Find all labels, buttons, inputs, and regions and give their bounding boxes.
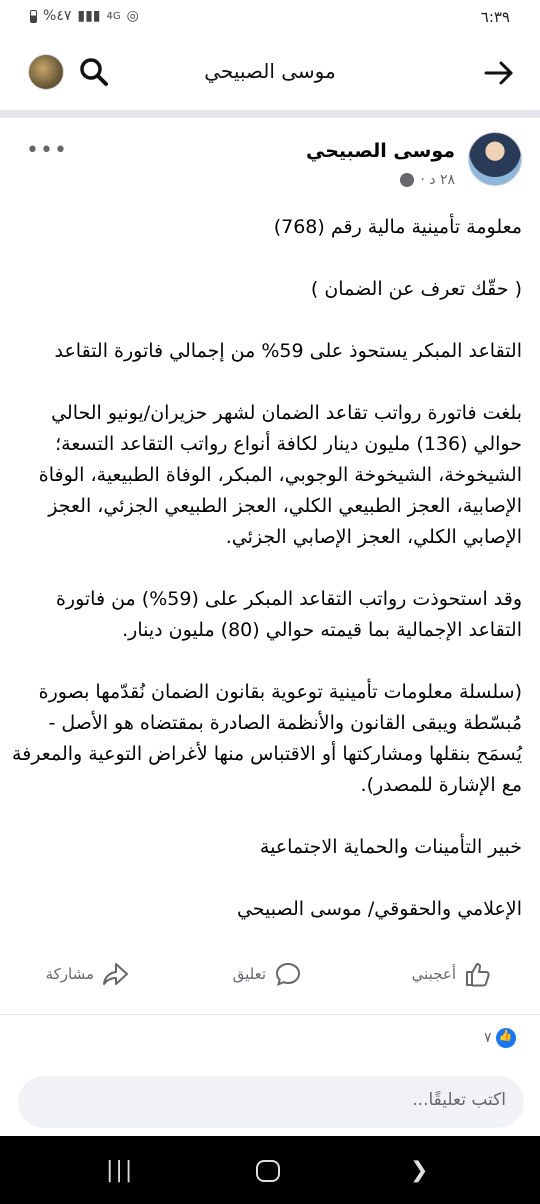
author-avatar[interactable]	[468, 132, 522, 186]
post-paragraph: الإعلامي والحقوقي/ موسى الصبيحي	[236, 898, 522, 920]
post-paragraph: التقاعد المبكر يستحوذ على 59% من إجمالي فاتورة التقاعد	[54, 340, 522, 362]
status-icons	[30, 8, 139, 24]
divider	[0, 110, 540, 118]
comment-label: تعليق	[232, 965, 266, 983]
globe-icon	[400, 173, 414, 187]
comment-input[interactable]	[18, 1076, 524, 1128]
author-name[interactable]: موسى الصبيحي	[306, 140, 455, 162]
comment-icon	[274, 960, 302, 988]
thumbs-up-icon	[464, 960, 492, 988]
post-paragraph: (سلسلة معلومات تأمينية توعوية بقانون الضمان نُقدّمها بصورة مُبسّطة ويبقى القانون والأنظمة الصادرة بمقتضاه هو الأصل - يُسمَح بنقلها ومشاركتها أو الاقتباس منها لأغراض التوعية والمعرفة مع الإشارة للمصدر).	[12, 681, 522, 796]
divider	[0, 1014, 540, 1015]
more-options-button[interactable]: •••	[26, 138, 68, 163]
like-reaction-icon	[496, 1028, 516, 1048]
status-time: ٦:٣٩	[480, 8, 510, 26]
arrow-right-icon[interactable]	[482, 56, 516, 90]
top-bar	[0, 42, 540, 104]
post-header	[0, 132, 540, 202]
comment-button[interactable]	[233, 960, 302, 988]
battery-icon	[30, 10, 37, 23]
reaction-count: ٧	[484, 1030, 492, 1046]
reactions-summary[interactable]	[484, 1028, 516, 1048]
like-button[interactable]	[412, 960, 492, 988]
like-label: أعجبني	[411, 965, 456, 983]
post-paragraph: خبير التأمينات والحماية الاجتماعية	[259, 836, 522, 858]
post-meta	[400, 172, 455, 188]
post-time[interactable]: ٢٨ د ·	[420, 172, 455, 188]
page-title: موسى الصبيحي	[204, 59, 336, 83]
home-button[interactable]	[256, 1160, 280, 1182]
share-button[interactable]	[46, 960, 130, 988]
network-type: 4G	[106, 10, 121, 22]
system-nav-bar	[0, 1136, 540, 1204]
status-bar	[0, 0, 540, 38]
share-label: مشاركة	[45, 965, 94, 983]
comment-placeholder: اكتب تعليقًا...	[412, 1090, 506, 1110]
battery-level: %٤٧	[43, 8, 72, 24]
post-paragraph: معلومة تأمينية مالية رقم (768)	[273, 216, 522, 238]
post-actions	[0, 950, 540, 1006]
post-paragraph: ( حقّك تعرف عن الضمان )	[310, 278, 522, 300]
signal-icon: ▮▮▮	[77, 8, 101, 24]
wifi-icon: ◎	[126, 8, 139, 24]
post-paragraph: وقد استحوذت رواتب التقاعد المبكر على (59%) من فاتورة التقاعد الإجمالية بما قيمته حوالي (80) مليون دينار.	[55, 588, 522, 641]
recents-button[interactable]: |||	[106, 1158, 135, 1183]
back-button[interactable]: ❯	[410, 1158, 429, 1183]
post-body	[12, 212, 522, 956]
post-paragraph: بلغت فاتورة رواتب تقاعد الضمان لشهر حزيران/يونيو الحالي حوالي (136) مليون دينار لكافة أنواع رواتب التقاعد التسعة؛ الشيخوخة، الشيخوخة الوجوبي، المبكر، الوفاة الطبيعية، الوفاة الإصابية، العجز الطبيعي الكلي، العجز الطبيعي الجزئي، العجز الإصابي الكلي، العجز الإصابي الجزئي.	[38, 402, 522, 548]
share-icon	[102, 960, 130, 988]
